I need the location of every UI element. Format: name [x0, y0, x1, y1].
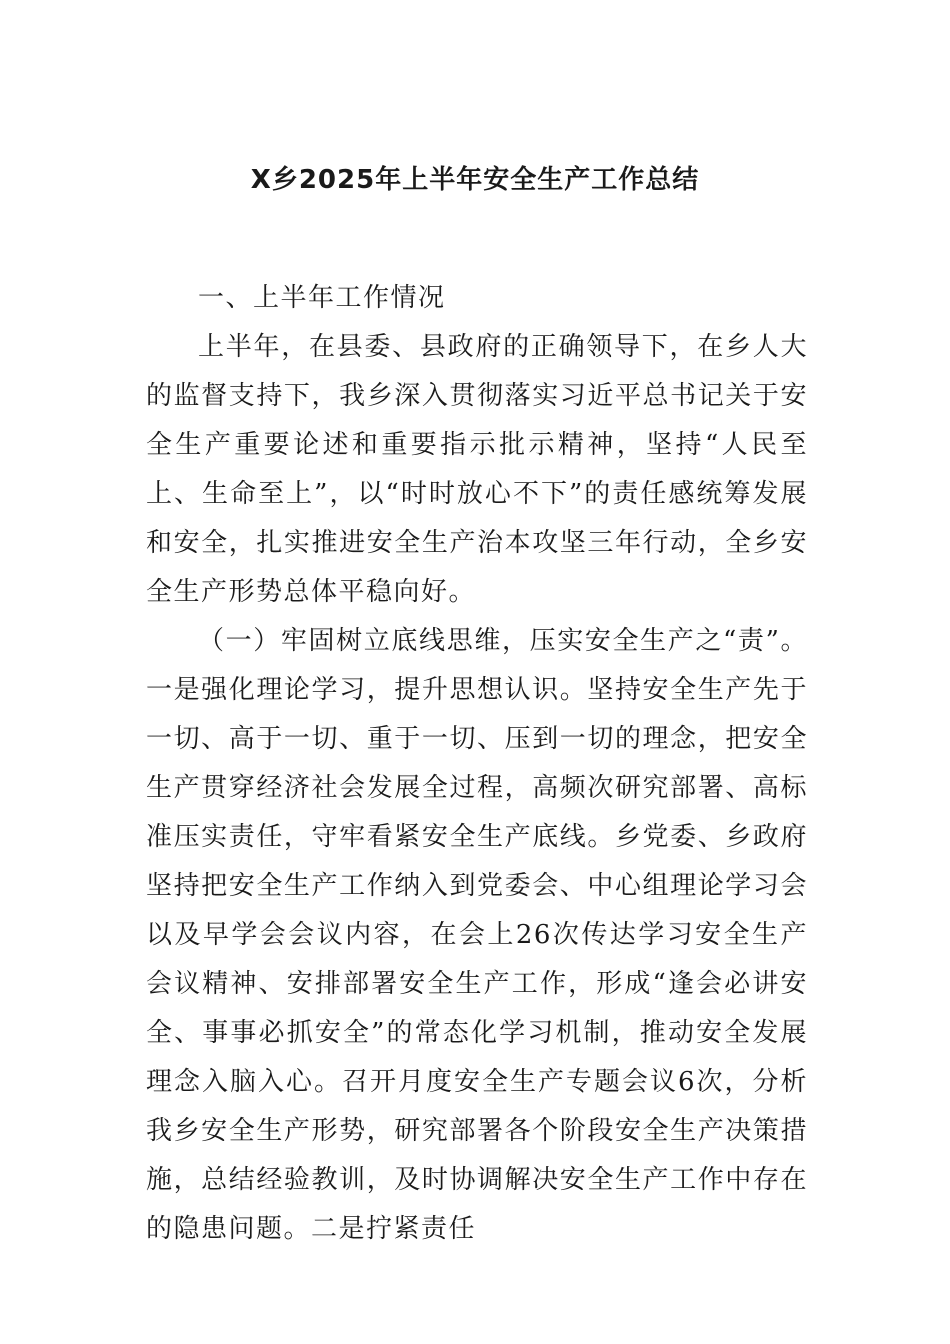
document-title: X乡2025年上半年安全生产工作总结: [250, 165, 700, 195]
document-body: [146, 274, 808, 1254]
section-heading: 一、上半年工作情况: [198, 283, 446, 313]
paragraph: 上半年，在县委、县政府的正确领导下，在乡人大的监督支持下，我乡深入贯彻落实习近平总书记关于安全生产重要论述和重要指示批示精神，坚持“人民至上、生命至上”，以“时时放心不下”的责任感统筹发展和安全，扎实推进安全生产治本攻坚三年行动，全乡安全生产形势总体平稳向好。: [146, 332, 808, 607]
paragraph: （一）牢固树立底线思维，压实安全生产之“责”。一是强化理论学习，提升思想认识。坚持安全生产先于一切、高于一切、重于一切、压到一切的理念，把安全生产贯穿经济社会发展全过程，高频次研究部署、高标准压实责任，守牢看紧安全生产底线。乡党委、乡政府坚持把安全生产工作纳入到党委会、中心组理论学习会以及早学会会议内容，在会上26次传达学习安全生产会议精神、安排部署安全生产工作，形成“逢会必讲安全、事事必抓安全”的常态化学习机制，推动安全发展理念入脑入心。召开月度安全生产专题会议6次，分析我乡安全生产形势，研究部署各个阶段安全生产决策措施，总结经验教训，及时协调解决安全生产工作中存在的隐患问题。二是拧紧责任: [146, 626, 808, 1244]
